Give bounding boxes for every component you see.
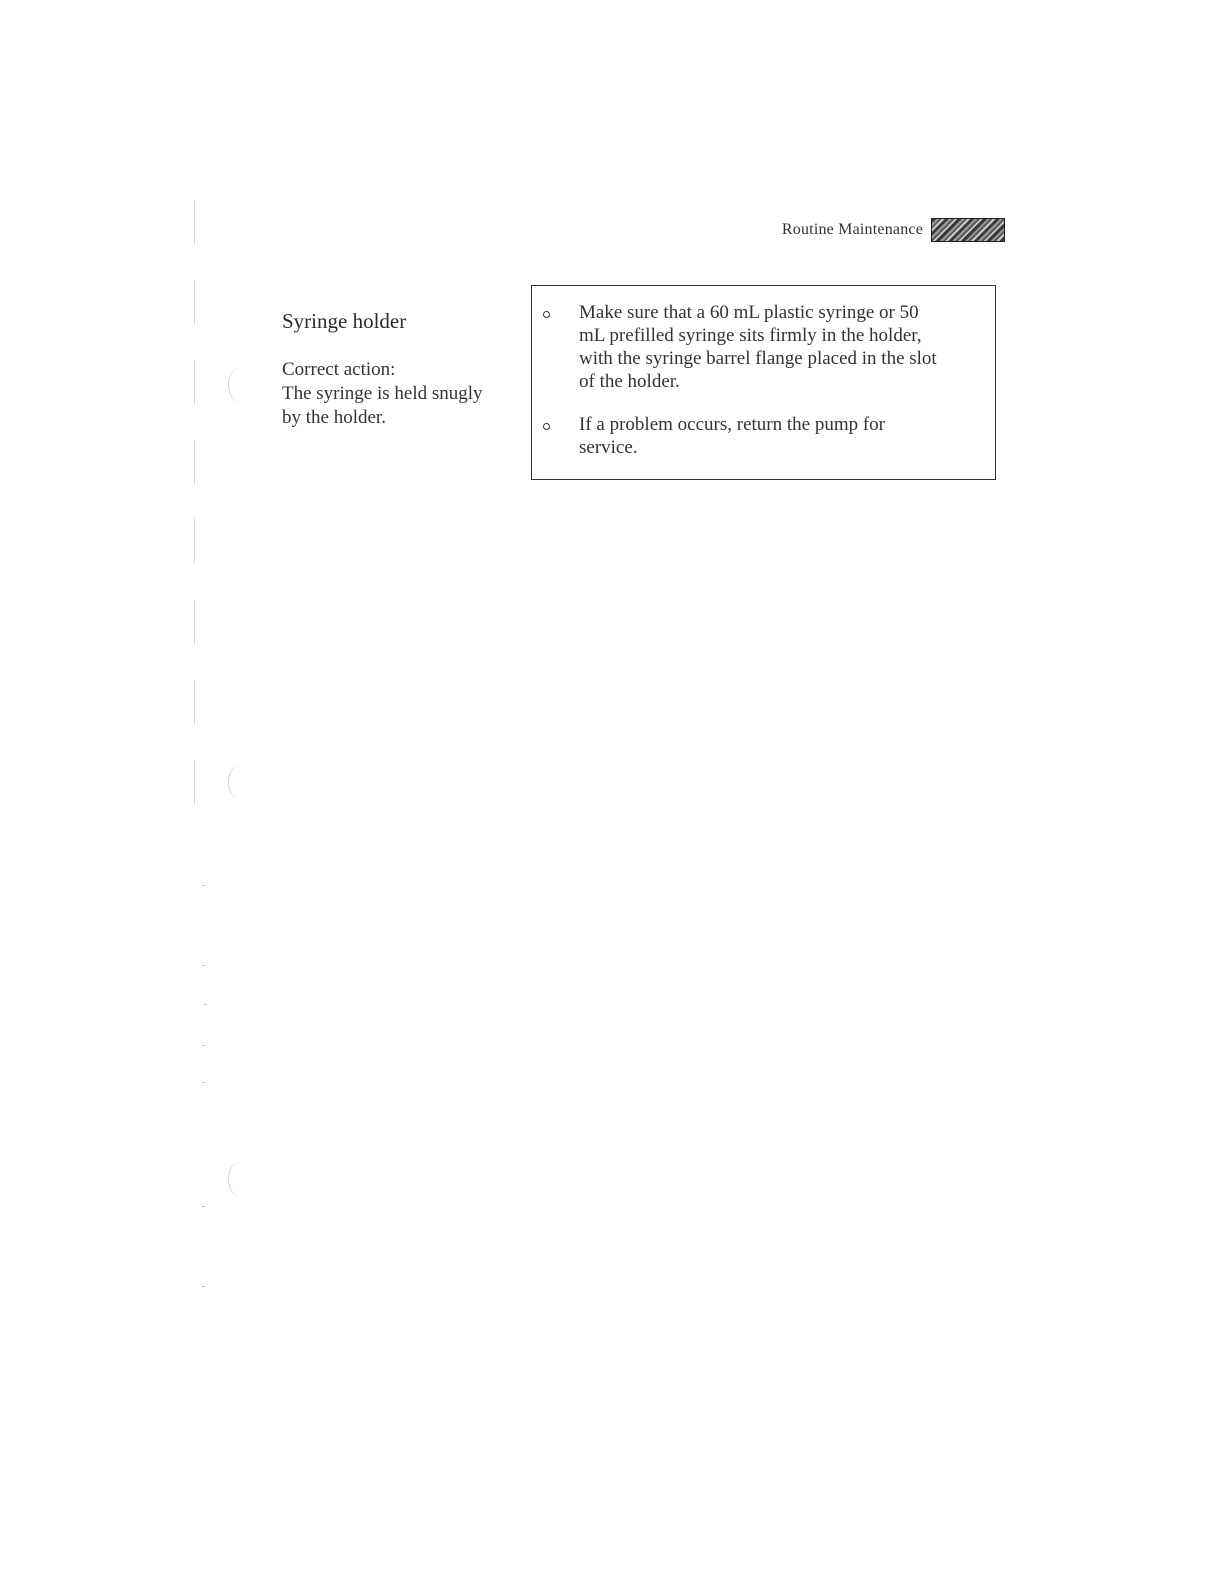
binder-mark xyxy=(194,680,195,725)
scan-speck xyxy=(202,1206,205,1207)
running-header xyxy=(700,216,1005,244)
binder-mark xyxy=(194,600,195,645)
running-header-title: Routine Maintenance xyxy=(781,221,923,238)
header-tab-marker xyxy=(931,218,1005,242)
binder-mark xyxy=(194,760,195,805)
binder-mark xyxy=(194,200,195,245)
notes-box xyxy=(531,285,996,480)
binder-mark xyxy=(194,280,195,325)
correct-action-block xyxy=(282,358,522,430)
scan-speck xyxy=(202,1286,205,1287)
binder-hole xyxy=(228,368,251,402)
section-title: Syringe holder xyxy=(282,309,407,333)
correct-action-label: Correct action: xyxy=(282,359,396,380)
scan-speck xyxy=(204,1004,207,1005)
bullet-icon xyxy=(543,311,550,318)
scan-speck xyxy=(202,1082,205,1083)
bullet-icon xyxy=(543,423,550,430)
scan-speck xyxy=(202,1045,205,1046)
binder-mark xyxy=(194,360,195,405)
binder-mark xyxy=(194,518,195,563)
binder-hole xyxy=(228,765,251,799)
note-text: If a problem occurs, return the pump for service. xyxy=(579,414,886,458)
scan-speck xyxy=(202,885,205,886)
correct-action-text: The syringe is held snugly by the holder. xyxy=(282,383,483,428)
note-text: Make sure that a 60 mL plastic syringe or 50 mL prefilled syringe sits firmly in the holder, with the syringe barrel flange placed in the slot of the holder. xyxy=(579,302,937,392)
binder-hole xyxy=(228,1162,251,1196)
binder-mark xyxy=(194,440,195,485)
scan-speck xyxy=(202,965,205,966)
